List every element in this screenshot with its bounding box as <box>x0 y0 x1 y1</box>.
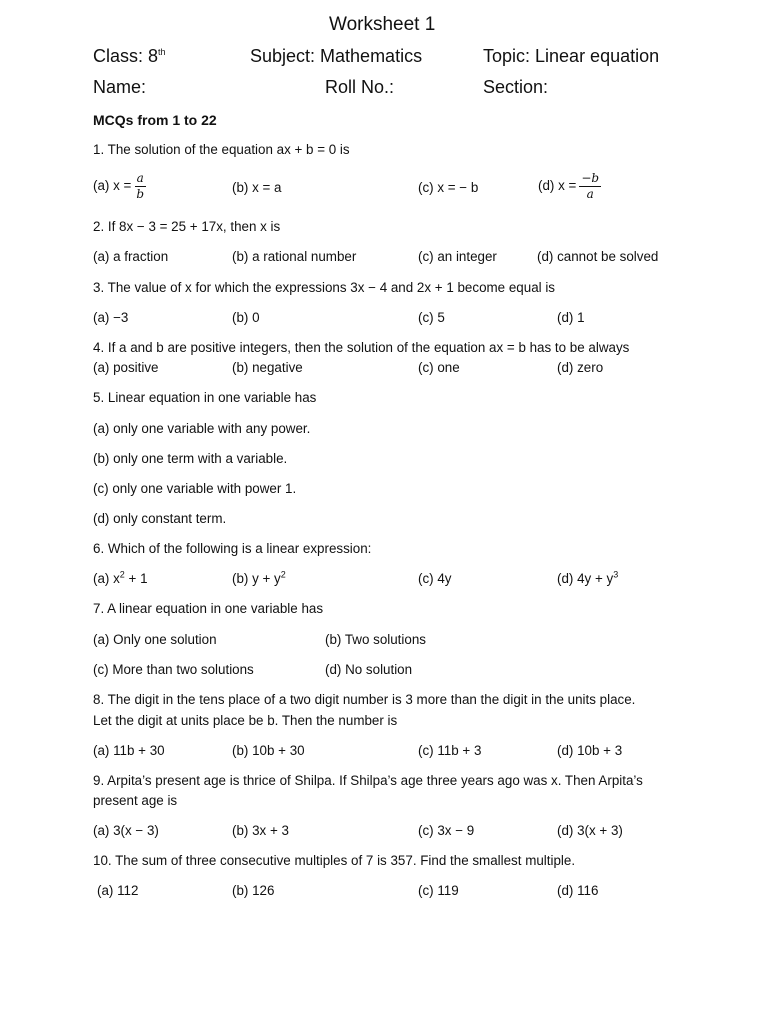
q8-option-d: (d) 10b + 3 <box>557 743 623 758</box>
q1-option-c: (c) x = − b <box>418 180 479 195</box>
q3-option-b: (b) 0 <box>232 310 260 325</box>
q7-option-b: (b) Two solutions <box>325 632 426 647</box>
q9-option-b: (b) 3x + 3 <box>232 823 289 838</box>
q4-option-c: (c) one <box>418 360 460 375</box>
worksheet-title: Worksheet 1 <box>329 14 436 35</box>
name-label: Name: <box>93 77 147 97</box>
question-7: 7. A linear equation in one variable has <box>93 601 324 616</box>
subject-label: Subject: Mathematics <box>250 46 423 66</box>
mcq-subtitle: MCQs from 1 to 22 <box>93 112 217 128</box>
q9-option-a: (a) 3(x − 3) <box>93 823 159 838</box>
question-1: 1. The solution of the equation ax + b = 0 is <box>93 142 350 157</box>
q6-option-d: (d) $4y + y^3$ <box>557 569 619 586</box>
q10-option-a: (a) 112 <box>97 883 139 898</box>
question-4: 4. If a and b are positive integers, then the solution of the equation ax = b has to be always <box>93 340 630 355</box>
q7-option-c: (c) More than two solutions <box>93 662 254 677</box>
q1-option-a: (a) x = $\frac{a}{b}$ <box>93 171 145 201</box>
q10-option-b: (b) 126 <box>232 883 275 898</box>
q5-option-a: (a) only one variable with any power. <box>93 421 311 436</box>
question-8-line-2: Let the digit at units place be b. Then the number is <box>93 713 398 728</box>
question-3: 3. The value of x for which the expressions 3x − 4 and 2x + 1 become equal is <box>93 280 556 295</box>
q10-option-c: (c) 119 <box>418 883 459 898</box>
q9-option-c: (c) 3x − 9 <box>418 823 475 838</box>
q8-option-c: (c) 11b + 3 <box>418 743 482 758</box>
question-2: 2. If 8x − 3 = 25 + 17x, then x is <box>93 219 281 234</box>
q4-option-b: (b) negative <box>232 360 303 375</box>
fraction-a-over-b: $\frac{a}{b}$ <box>136 171 145 201</box>
question-9: 9. Arpita’s present age is thrice of Shilpa. If Shilpa’s age three years ago was x. Then Arpita’s <box>93 773 643 788</box>
section-label: Section: <box>483 77 549 97</box>
q2-option-c: (c) an integer <box>418 249 497 264</box>
q3-option-d: (d) 1 <box>557 310 585 325</box>
q6-option-b: (b) $y + y^2$ <box>232 569 286 586</box>
q5-option-d: (d) only constant term. <box>93 511 227 526</box>
q2-option-d: (d) cannot be solved <box>537 249 659 264</box>
q7-option-a: (a) Only one solution <box>93 632 217 647</box>
class-label: Class: 8th <box>93 46 166 66</box>
q3-option-c: (c) 5 <box>418 310 445 325</box>
q2-option-b: (b) a rational number <box>232 249 357 264</box>
q3-option-a: (a) −3 <box>93 310 129 325</box>
q2-option-a: (a) a fraction <box>93 249 169 264</box>
q5-option-c: (c) only one variable with power 1. <box>93 481 297 496</box>
q6-option-c: (c) 4y <box>418 571 452 586</box>
q10-option-d: (d) 116 <box>557 883 599 898</box>
q7-option-d: (d) No solution <box>325 662 413 677</box>
q5-option-b: (b) only one term with a variable. <box>93 451 288 466</box>
fraction-neg-b-over-a: $\frac{-b}{a}$ <box>581 171 600 201</box>
q8-option-a: (a) 11b + 30 <box>93 743 165 758</box>
question-9-line-2: present age is <box>93 793 178 808</box>
roll-label: Roll No.: <box>325 77 395 97</box>
question-10: 10. The sum of three consecutive multiples of 7 is 357. Find the smallest multiple. <box>93 853 576 868</box>
q1-option-b: (b) x = a <box>232 180 282 195</box>
topic-label: Topic: Linear equation <box>483 46 660 66</box>
question-8: 8. The digit in the tens place of a two digit number is 3 more than the digit in the units place. <box>93 692 636 707</box>
q4-option-d: (d) zero <box>557 360 604 375</box>
q4-option-a: (a) positive <box>93 360 159 375</box>
q9-option-d: (d) 3(x + 3) <box>557 823 623 838</box>
question-6: 6. Which of the following is a linear expression: <box>93 541 372 556</box>
q1-option-d: (d) x = $\frac{-b}{a}$ <box>538 171 600 201</box>
q6-option-a: (a) $x^2 + 1$ <box>93 569 148 586</box>
question-5: 5. Linear equation in one variable has <box>93 390 317 405</box>
q8-option-b: (b) 10b + 30 <box>232 743 305 758</box>
